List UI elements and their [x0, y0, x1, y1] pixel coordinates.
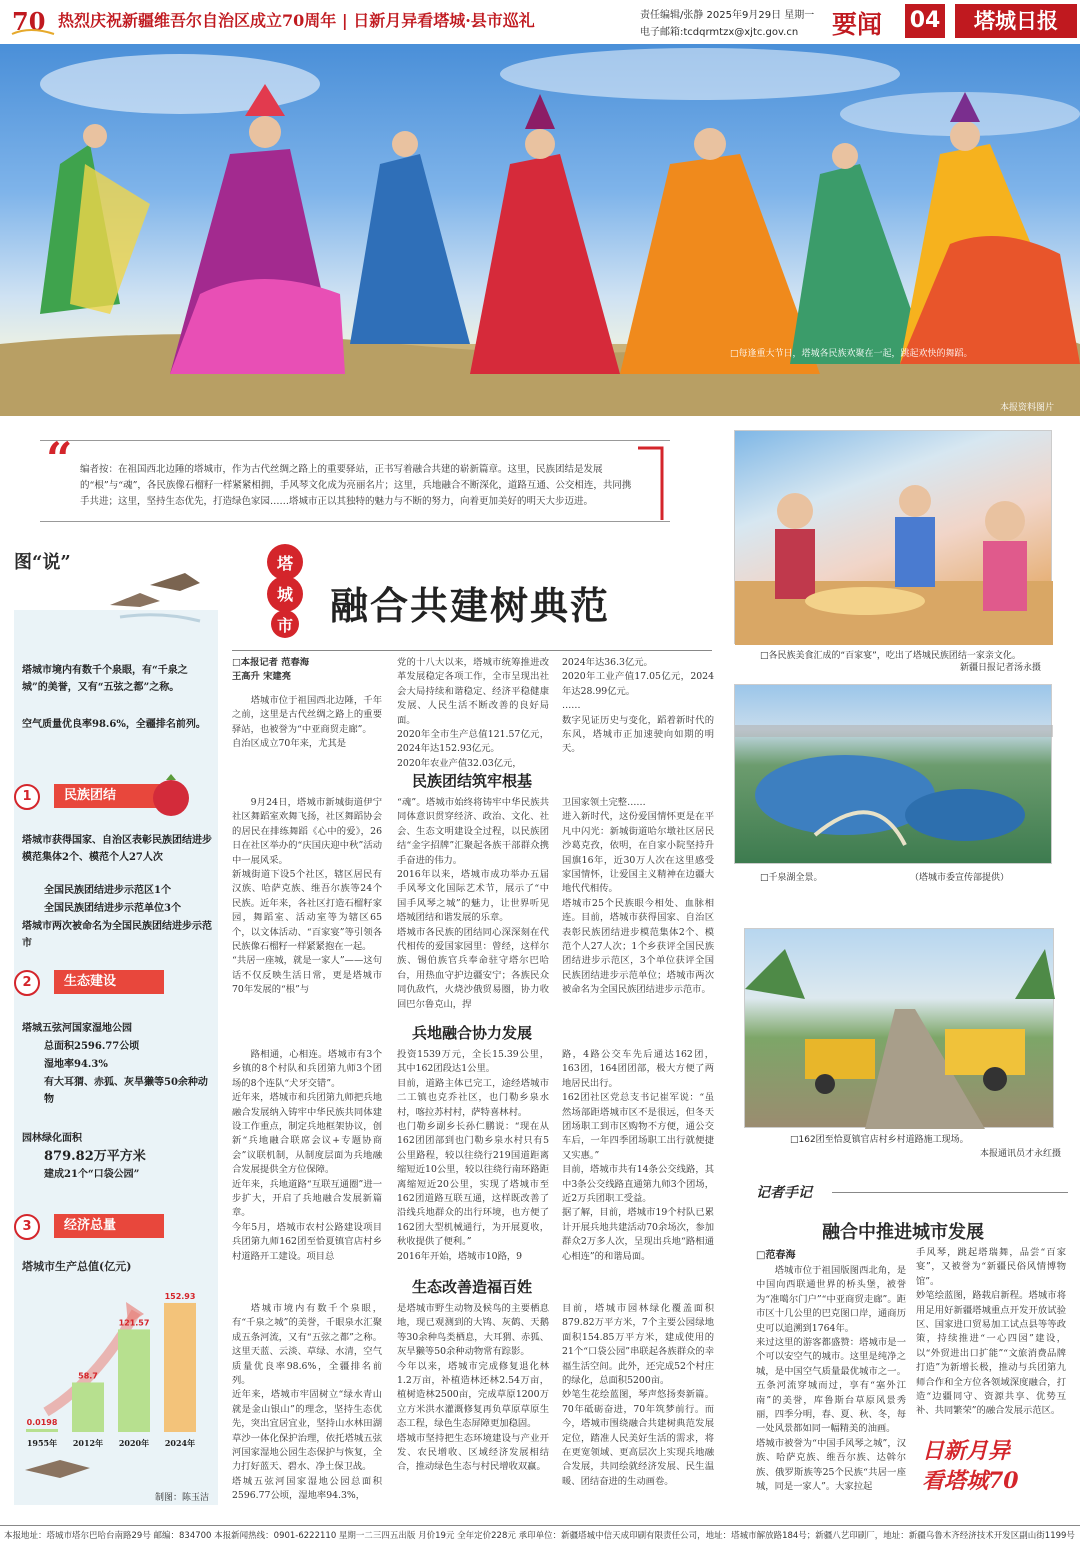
subhead-unity: 民族团结筑牢根基: [411, 772, 532, 790]
banquet-illustration: [735, 431, 1053, 645]
page-number: 04: [905, 4, 945, 38]
unity-stat-3: 全国民族团结进步示范单位3个: [44, 903, 181, 914]
intro-text-2: 空气质量优良率98.6%，全疆排名前列。: [22, 719, 206, 730]
photo1-credit: 新疆日报记者汤永摄: [960, 663, 1042, 673]
photo1-caption: □各民族美食汇成的“百家宴”，吃出了塔城民族团结一家亲文化。: [760, 651, 1021, 661]
gdp-bar: [118, 1329, 150, 1432]
editor-note: 编者按：在祖国西北边陲的塔城市，作为古代丝绸之路上的重要驿站，正书写着融合共建的崭新篇章。这里，民族团结是发展的“根”与“魂”，各民族像石榴籽一样紧紧相拥，手风琴文化成为亮丽名片；这里，兵地融合不断深化，道路互通、公交相连，共同携手共进；这里，坚持生态优先，打造绿色家园……塔城市正以其独特的魅力与不断的努力，向着更加美好的明天大步迈进。: [80, 464, 632, 507]
footer: 本报地址：塔城市塔尔巴哈台南路29号 邮编：834700 本报新闻热线：0901-6222110 星期一二三四五出版 月价19元 全年定价228元 承印单位：新疆塔城中信天成印刷有限责任公司，地址：塔城市解放路184号；新疆八艺印刷厂，地址：新疆乌鲁木齐经济技术开发区副山街1199号: [0, 1525, 1080, 1545]
hero-photo: [0, 44, 1080, 416]
section-3-heading: [14, 1212, 204, 1242]
commentary-col1: 塔城市位于祖国版图西北角，是中国向西联通世界的桥头堡，被誉为“准噶尔门户”“中亚商贸走廊”。距市区十几公里的巴克图口岸，通商历史可以追溯到1764年。 来过这里的游客都盛赞：塔城市是一个可以安空气的城市。这里是纯净之城，是中国空气质量最优城市之一。五条河流穿城而过，享有“塞外江南”的美誉，库鲁斯台草原风景秀丽，四季分明，春、夏、秋、冬，每一处风景都如同一幅精美的油画。 塔城市被誉为“中国手风琴之城”，汉族、哈萨克族、维吾尔族、达斡尔族、俄罗斯族等25个民族“共居一座城，同是一家人”。大家拉起: [756, 1265, 906, 1493]
eco-wetland-rate: 湿地率94.3%: [44, 1059, 108, 1070]
main-title: 融合共建树典范: [330, 583, 611, 628]
unity-stat-1: 塔城市获得国家、自治区表彰民族团结进步模范集体2个、模范个人27人次: [22, 835, 212, 863]
commentary-kicker: 记者手记: [756, 1185, 812, 1201]
gdp-value-label: 58.7: [78, 1371, 98, 1381]
article-col3-part1: 2024年达36.3亿元。 2020年工业产值17.05亿元，2024年达28.99亿元。 …… 数字见证历史与变化，蹈着新时代的东风，塔城市正加速驶向如期的明天。: [562, 657, 714, 755]
quote-mark: “: [46, 432, 73, 486]
gdp-year-label: 2020年: [118, 1438, 150, 1448]
tacheng-badge: [254, 540, 316, 640]
article-col1-part1: 塔城市位于祖国西北边陲，千年之前，这里是古代丝绸之路上的重要驿站，也被誉为“中亚商贸走廊”。 自治区成立70年来，尤其是: [232, 695, 382, 750]
anniversary-stamp: 日新月异 看塔城70: [922, 1438, 1019, 1494]
gdp-year-label: 1955年: [26, 1438, 58, 1448]
hero-credit: 本报资料图片: [1000, 403, 1055, 413]
section-label: 民族团结: [54, 784, 164, 808]
gdp-value-label: 0.0198: [26, 1418, 58, 1427]
unity-stat-2: 全国民族团结进步示范区1个: [44, 885, 171, 896]
article-col2-part3: 投资1539万元，全长15.39公里，其中162团段达1公里。 目前，道路主体已完工，途经塔城市二工镇也克乔社区，也门勒乡泉水村，喀拉苏村村，萨特喜林村。 也门勒乡副乡长孙仁鹏说：“现在从162团团部到也门勒乡泉水村只有5公里路程，较以往绕行219国道距离缩短近10公里，较以往绕行南环路距离缩短近20公里，实现了塔城市至162团道路互联互通，这样既改善了沿线兵地群众的出行环境，也方便了162团大型机械通行，为开展夏收，秋收提供了便利。” 2016年开始，塔城市10路，9: [397, 1049, 549, 1262]
title-divider: [232, 650, 712, 651]
article-col1-part2: 9月24日，塔城市新城街道伊宁社区舞蹈室欢舞飞扬，社区舞蹈协会的居民在排练舞蹈《心中的爱》，26日在社区举办的“庆国庆迎中秋”活动中一展风采。 新城街道下设5个社区，辖区居民有汉族、哈萨克族、维吾尔族等24个民族。近年来，各社区打造石榴籽家园，舞蹈室、活动室等为辖区65个，以文体活动、“百家宴”等引领各民族像石榴籽一样紧紧抱在一起。 “共居一座城，就是一家人”——这句话不仅反映生活日常，更是塔城市70年发展的“根”与: [232, 797, 382, 996]
bracket-decoration: [636, 446, 666, 522]
email-line: 电子邮箱:tcdqrmtzx@xjtc.gov.cn: [640, 27, 799, 38]
intro-text-1: 塔城市境内有数千个泉眼，有“千泉之城”的美誉，又有“五弦之都”之称。: [22, 665, 188, 693]
photo2-credit: （塔城市委宣传部提供）: [910, 873, 1010, 883]
article-col3-part3: 路，4路公交车先后通达162团，163团，164团团部，极大方便了两地居民出行。 162团社区党总支书记崔军说：“虽然场部距塔城市区不是很远，但冬天团场职工到市区购物不方便，通公交车后，一年四季团场职工出行就便捷又实惠。” 目前，塔城市共有14条公交线路，其中3条公交线路直通第九师3个团场，近2万兵团职工受益。 据了解，目前，塔城市19个村队已累计开展兵地共建活动70余场次，参加群众2万多人次，呈现出兵地“路相通 心相连”的和谐局面。: [562, 1049, 714, 1262]
dancers-illustration: [0, 44, 1080, 416]
photo2-caption: □千泉湖全景。: [760, 873, 823, 883]
article-col2-part4: 是塔城市野生动物及候鸟的主要栖息地，现已观测到的大鸨、灰鹤、天鹅等30余种鸟类栖息，大耳猬、赤狐、灰旱獭等50余种动物常有踪影。 今年以来，塔城市完成修复退化林1.2万亩，补植造林还林2.54万亩，植树造林2500亩，完成草原1200万立方米洪水灌溉修复再负草原草原生态工程，绿色生态屏障更加稳固。 塔城市坚持把生态环境建设与产业开发、农民增收、区域经济发展相结合，推动绿色生态与村民增收双赢。: [397, 1303, 549, 1473]
section-name: 要闻: [832, 10, 883, 39]
goose-icon: [20, 1440, 100, 1490]
byline: □本报记者 范春海 王高升 宋建亮: [232, 657, 310, 683]
section-2-heading: [14, 968, 204, 998]
anniversary-banner: 热烈庆祝新疆维吾尔自治区成立70周年 | 日新月异看塔城·县市巡礼: [58, 11, 535, 30]
70th-anniversary-logo: [10, 6, 56, 40]
masthead: 塔城日报: [955, 4, 1077, 38]
lake-illustration: [735, 685, 1053, 865]
photo3-caption: □162团至恰夏镇官店村乡村道路施工现场。: [790, 1135, 969, 1145]
green-area-value: 879.82万平方米: [44, 1149, 146, 1164]
subhead-ecology: 生态改善造福百姓: [411, 1278, 532, 1296]
section-number: 1: [14, 784, 40, 810]
gdp-year-label: 2024年: [164, 1438, 196, 1448]
section-number: 2: [14, 970, 40, 996]
article-col1-part4: 塔城市境内有数千个泉眼，有“千泉之城”的美誉，千眼泉水汇聚成五条河流，又有“五弦之都”之称。这里天蓝、云淡、草绿、水清，空气质量优良率98.6%，全疆排名前列。 近年来，塔城市牢固树立“绿水青山就是金山银山”的理念，坚持生态优先，突出宜居宜业，坚持山水林田湖草沙一体化保护治理，依托塔城五弦河国家湿地公园生态保护与恢复，全力打好蓝天、碧水、净土保卫战。 塔城五弦河国家湿地公园总面积2596.77公顷，湿地率94.3%，: [232, 1303, 382, 1502]
green-area-label: 园林绿化面积: [22, 1133, 82, 1144]
article-col2-part2: “魂”。塔城市始终将铸牢中华民族共同体意识贯穿经济、政治、文化、社会、生态文明建设全过程，以民族团结“金字招牌”汇聚起各族干部群众携手奋进的伟力。 2016年以来，塔城市成功举办五届手风琴文化国际艺术节，展示了“中国手风琴之城”的魅力，让世界听见塔城团结和谐发展的乐章。 塔城市各民族的团结同心深深刻在代代相传的爱国家园里：曾经，这样尔族、锡伯族官兵奉命驻守塔尔巴哈台，用热血守护边疆安宁；各族民众同仇敌忾，火烧沙俄贸易圈，协力收回巴尔鲁克山，捍: [397, 797, 549, 1010]
commentary-col2: 手风琴，跳起塔瑞舞，品尝“百家宴”，又被誉为“新疆民俗风情博物馆”。 妙笔绘蓝图，路载启新程。塔城市将用足用好新疆塔城重点开发开放试验区、国家进口贸易加工试点县等等政策，持续推进“一心四园”建设，以“外贸进出口扩能”“文旅消费品牌打造”为新增长极，推动与兵团第九师合作和全方位各领域深度融合，打造“边疆同守、资源共享、优势互补、共同繁荣”的融合发展示范区。: [916, 1247, 1066, 1417]
eco-animals: 有大耳猬、赤狐、灰旱獭等50余种动物: [44, 1077, 208, 1105]
banquet-photo: [734, 430, 1052, 644]
hero-caption: □每逢重大节日，塔城各民族欢聚在一起，跳起欢快的舞蹈。: [730, 349, 973, 359]
gdp-bar-chart: [16, 1272, 212, 1452]
road-construction-photo: [744, 928, 1054, 1128]
gdp-year-label: 2012年: [72, 1438, 104, 1448]
pomegranate-icon: [146, 772, 196, 818]
gdp-bar: [26, 1429, 58, 1432]
lake-photo: [734, 684, 1052, 864]
section-label: 经济总量: [54, 1214, 164, 1238]
geese-icon: [100, 565, 210, 625]
kicker-rule: [832, 1192, 1068, 1193]
chart-credit: 制图：陈玉洁: [155, 1493, 210, 1503]
chart-title: 塔城市生产总值(亿元): [22, 1260, 132, 1273]
gdp-value-label: 152.93: [164, 1291, 196, 1301]
article-col3-part4: 目前，塔城市园林绿化覆盖面积879.82万平方米，7个主要公园绿地面积154.85万平方米，建成使用的21个“口袋公园”串联起各族群众的幸福生活空间。此外，还完成52个村庄的绿化，总面积5200亩。 妙笔生花绘蓝图，琴声悠扬奏新篇。70年砥砺奋进，70年筑梦前行。而今，塔城市围绕融合共建树典范发展定位，踏准人民美好生活的需求，将在更宽领域、更高层次上实现兵地融合发展，共同绘就经济发展、民生温暖、团结奋进的生动画卷。: [562, 1303, 714, 1487]
unity-stat-4: 塔城市两次被命名为全国民族团结进步示范市: [22, 921, 212, 949]
badge-text: 塔城市: [276, 554, 293, 635]
gdp-bar: [164, 1303, 196, 1432]
section-number: 3: [14, 1214, 40, 1240]
eco-park-name: 塔城五弦河国家湿地公园: [22, 1023, 132, 1034]
gdp-value-label: 121.57: [118, 1318, 150, 1328]
tushuo-label: 图“说”: [14, 552, 71, 573]
commentary-title: 融合中推进城市发展: [822, 1222, 984, 1243]
article-col3-part2: 卫国家领土完整…… 进入新时代，这份爱国情怀更是在平凡中闪光：新城街道哈尔墩社区居民沙葛克孜，依明，在自家小院坚持升国旗16年，近30万人次在这里感受家国情怀，让爱国主义精神在边疆大地代代相传。 塔城市25个民族眼今相处、血脉相连。目前，塔城市获得国家、自治区表彰民族团结进步模范集体2个、模范个人27人次；1个乡获评全国民族团结进步示范区，3个单位获评全国民族团结进步示范单位；塔城市两次被命名为全国民族团结进步示范市。: [562, 797, 714, 996]
article-col2-part1: 党的十八大以来，塔城市统筹推进改革发展稳定各项工作，全市呈现出社会大局持续和谐稳定、经济平稳健康发展、人民生活不断改善的良好局面。 2020年全市生产总值121.57亿元，2024年达152.93亿元。 2020年农业产值32.03亿元，: [397, 657, 549, 769]
eco-park-area: 总面积2596.77公顷: [44, 1041, 140, 1052]
commentary-author: □范春海: [756, 1250, 796, 1261]
editor-line: 责任编辑/张静 2025年9月29日 星期一: [640, 10, 815, 21]
section-label: 生态建设: [54, 970, 164, 994]
gdp-bar: [72, 1382, 104, 1432]
road-illustration: [745, 929, 1055, 1129]
article-col1-part3: 路相通，心相连。塔城市有3个乡镇的8个村队和兵团第九师3个团场的8个连队“犬牙交错”。 近年来，塔城市和兵团第九师把兵地融合发展纳入铸牢中华民族共同体建设工作重点，制定兵地框架协议，创新“兵地融合联席会议+专题协商会”议联机制，从制度层面为兵地融合发展提供全方位保障。 近年来，兵地道路“互联互通圈”进一步扩大，开启了兵地融合发展新篇章。 今年5月，塔城市农村公路建设项目兵团第九师162团至恰夏镇官店村乡村道路开工建设。项目总: [232, 1049, 382, 1262]
pocket-parks: 建成21个“口袋公园”: [44, 1169, 140, 1180]
photo3-credit: 本报通讯员才永红摄: [980, 1149, 1062, 1159]
subhead-integration: 兵地融合协力发展: [411, 1024, 532, 1042]
logo-number: 70: [12, 7, 46, 36]
